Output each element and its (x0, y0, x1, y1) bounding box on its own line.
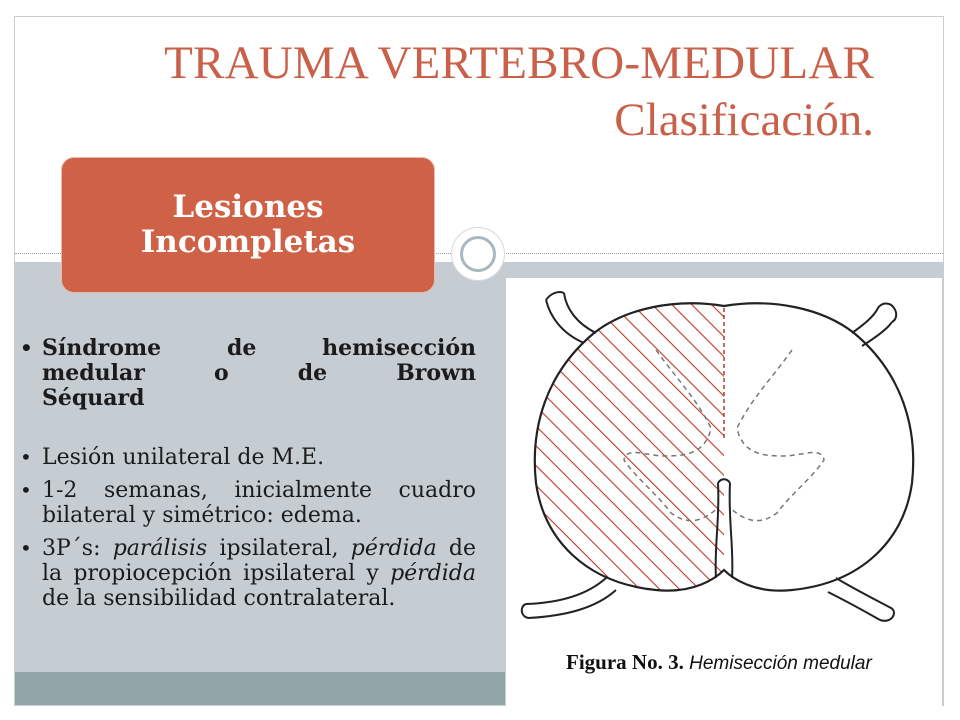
figure-caption-text: Hemisección medular (689, 653, 872, 674)
spinal-cord-figure (506, 278, 942, 706)
hemisection-hatch (535, 303, 724, 590)
bullet-4-word-paralisis: parálisis (112, 536, 208, 561)
section-tab (62, 158, 434, 292)
bullet-4-prefix: 3P´s: (42, 536, 113, 561)
bullet-item: • Lesión unilateral de M.E. (20, 445, 476, 470)
dorsal-root-right (852, 304, 896, 347)
bullet-4-word-perdida-1: pérdida (350, 536, 437, 561)
bullet-item: • 1-2 semanas, inicialmente cuadro bilateral y simétrico: edema. (20, 478, 476, 528)
section-tab-label: Lesiones Incompletas (140, 189, 356, 260)
bullet-1-line-1: • Síndrome de hemisección (42, 335, 476, 361)
bullet-1-line-2: medular o de Brown (42, 360, 476, 386)
figure-caption-label: Figura No. 3. (566, 650, 684, 674)
bullet-4-word-perdida-2: pérdida (390, 561, 476, 586)
ventral-root-left (522, 578, 616, 618)
bullet-item (20, 336, 476, 411)
bullet-4-text-3: de la sensibilidad contralateral. (42, 586, 396, 611)
title-line-1: TRAUMA VERTEBRO-MEDULAR (164, 37, 874, 89)
ventral-root-right (828, 578, 894, 621)
hemisection-diagram (506, 278, 942, 706)
circle-ornament-icon (452, 228, 504, 280)
bullet-item (20, 536, 476, 611)
figure-caption (566, 650, 936, 675)
bottom-accent-strip (15, 672, 505, 705)
bullet-4-text-1: ipsilateral, (207, 536, 351, 561)
dorsal-root-left (546, 292, 596, 343)
bullet-1-line-3: Séquard (42, 385, 145, 411)
bullet-list (20, 336, 476, 611)
slide-title (164, 37, 874, 146)
bullet-4-text-2: de la propiocepción ipsilateral y (42, 536, 476, 586)
title-line-2: Clasificación. (614, 94, 874, 146)
